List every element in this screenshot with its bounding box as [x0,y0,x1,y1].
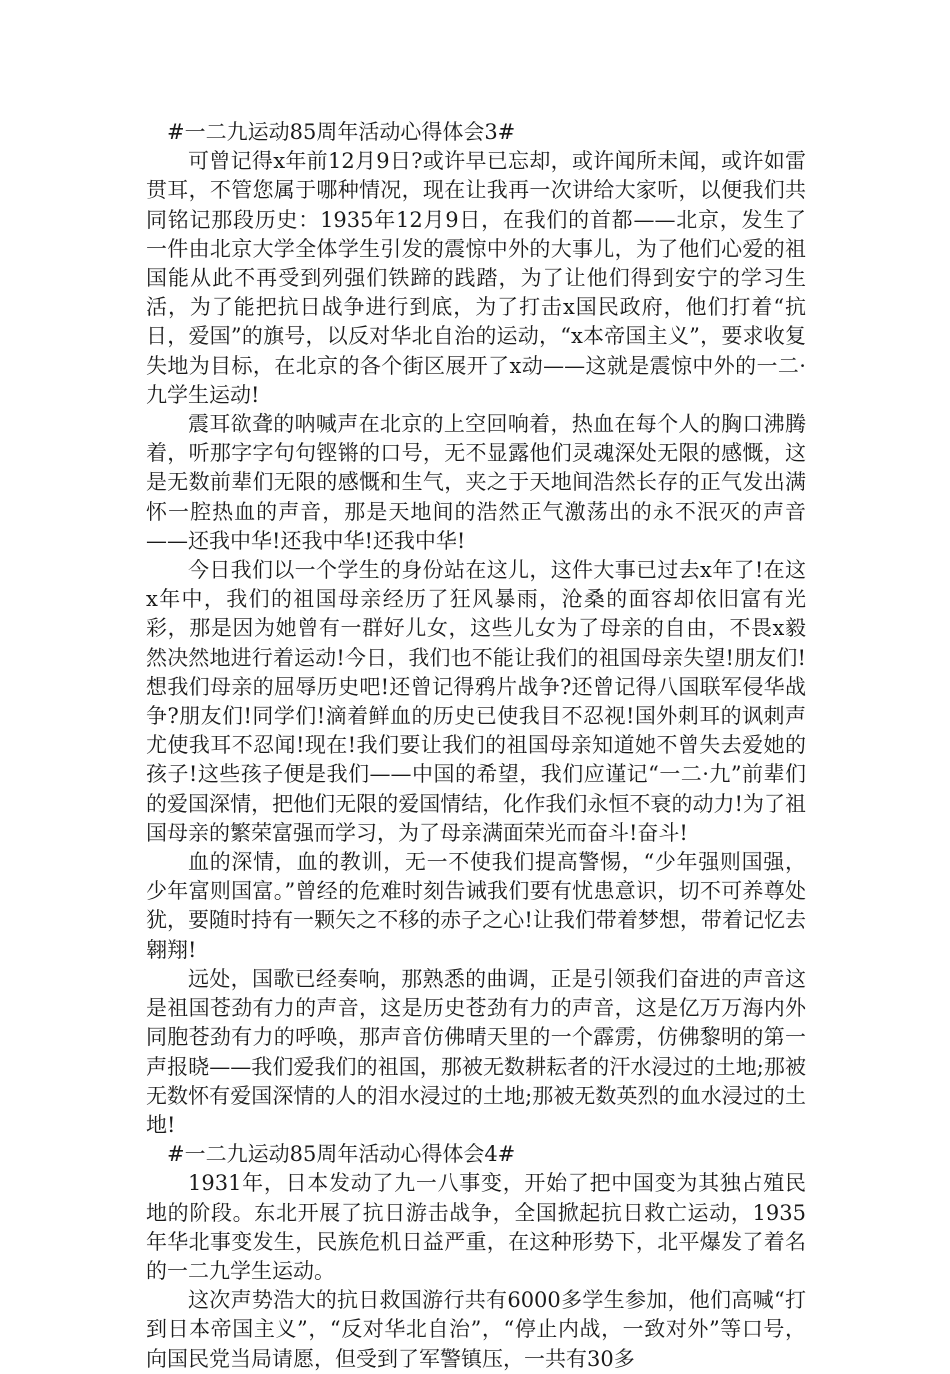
document-page [146,118,806,1374]
paragraph: 血的深情，血的教训，无一不使我们提高警惕，“少年强则国强，少年富则国富。”曾经的危难时刻告诫我们要有忧患意识，切不可养尊处犹，要随时持有一颗矢之不移的赤子之心!让我们带着梦想，带着记忆去翱翔! [146,850,806,962]
paragraph: 远处，国歌已经奏响，那熟悉的曲调，正是引领我们奋进的声音这是祖国苍劲有力的声音，这是历史苍劲有力的声音，这是亿万万海内外同胞苍劲有力的呼唤，那声音仿佛晴天里的一个霹雳，仿佛黎明的第一声报晓——我们爱我们的祖国，那被无数耕耘者的汗水浸过的土地;那被无数怀有爱国深情的人的泪水浸过的土地;那被无数英烈的血水浸过的土地! [146,966,806,1137]
section-heading-4: #一二九运动85周年活动心得体会4# [167,1142,516,1167]
paragraph: 可曾记得x年前12月9日?或许早已忘却，或许闻所未闻，或许如雷贯耳，不管您属于哪种情况，现在让我再一次讲给大家听，以便我们共同铭记那段历史：1935年12月9日，在我们的首都——北京，发生了一件由北京大学全体学生引发的震惊中外的大事儿，为了他们心爱的祖国能从此不再受到列强们铁蹄的践踏，为了让他们得到安宁的学习生活，为了能把抗日战争进行到底，为了打击x国民政府，他们打着“抗日，爱国”的旗号，以反对华北自治的运动，“x本帝国主义”，要求收复失地为目标，在北京的各个街区展开了x动——这就是震惊中外的一二·九学生运动! [146,149,806,407]
paragraph: 1931年，日本发动了九一八事变，开始了把中国变为其独占殖民地的阶段。东北开展了抗日游击战争，全国掀起抗日救亡运动，1935年华北事变发生，民族危机日益严重，在这种形势下，北平爆发了着名的一二九学生运动。 [146,1171,806,1283]
paragraph: 震耳欲聋的呐喊声在北京的上空回响着，热血在每个人的胸口沸腾着，听那字字句句铿锵的口号，无不显露他们灵魂深处无限的感慨，这是无数前辈们无限的感慨和生气，夹之于天地间浩然长存的正气发出满怀一腔热血的声音，那是天地间的浩然正气激荡出的永不泯灭的声音——还我中华!还我中华!还我中华! [146,412,806,553]
paragraph: 今日我们以一个学生的身份站在这儿，这件大事已过去x年了!在这x年中，我们的祖国母亲经历了狂风暴雨，沧桑的面容却依旧富有光彩，那是因为她曾有一群好儿女，这些儿女为了母亲的自由，不畏x毅然决然地进行着运动!今日，我们也不能让我们的祖国母亲失望!朋友们!想我们母亲的屈辱历史吧!还曾记得鸦片战争?还曾记得八国联军侵华战争?朋友们!同学们!滴着鲜血的历史已使我目不忍视!国外刺耳的讽刺声尤使我耳不忍闻!现在!我们要让我们的祖国母亲知道她不曾失去爱她的孩子!这些孩子便是我们——中国的希望，我们应谨记“一二·九”前辈们的爱国深情，把他们无限的爱国情结，化作我们永恒不衰的动力!为了祖国母亲的繁荣富强而学习，为了母亲满面荣光而奋斗!奋斗! [146,558,806,845]
paragraph: 这次声势浩大的抗日救国游行共有6000多学生参加，他们高喊“打到日本帝国主义”，“反对华北自治”，“停止内战，一致对外”等口号，向国民党当局请愿，但受到了军警镇压，一共有30多 [146,1288,806,1371]
section-heading-3: #一二九运动85周年活动心得体会3# [167,120,516,144]
